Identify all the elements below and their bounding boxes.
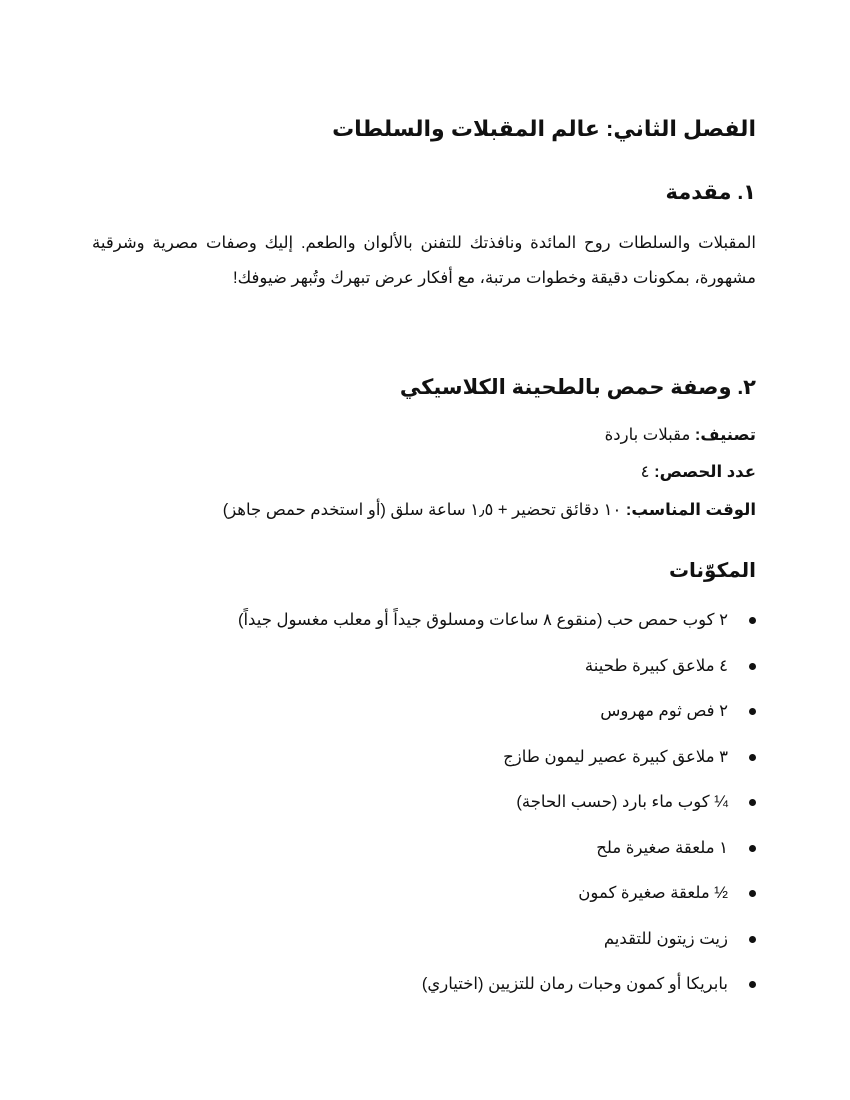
ingredient-text: ¼ كوب ماء بارد (حسب الحاجة): [516, 793, 728, 811]
recipe-category-label: تصنيف:: [694, 426, 756, 444]
ingredient-text: ٢ فص ثوم مهروس: [600, 702, 728, 720]
ingredient-item: [92, 969, 756, 1015]
bullet-icon: [749, 754, 756, 761]
ingredient-text: ½ ملعقة صغيرة كمون: [578, 884, 728, 902]
ingredient-text: ٣ ملاعق كبيرة عصير ليمون طازج: [503, 747, 728, 766]
recipe-heading: ٢. وصفة حمص بالطحينة الكلاسيكي: [399, 376, 756, 399]
bullet-icon: [749, 845, 756, 852]
bullet-icon: [749, 617, 756, 624]
bullet-icon: [749, 708, 756, 715]
recipe-servings-label: عدد الحصص:: [654, 463, 756, 481]
recipe-servings: [641, 462, 756, 482]
ingredient-item: [92, 878, 756, 924]
recipe-category-value: مقبلات باردة: [604, 426, 695, 444]
ingredient-item: [92, 651, 756, 697]
recipe-category: [605, 425, 756, 445]
ingredient-item: [92, 696, 756, 742]
bullet-icon: [749, 799, 756, 806]
bullet-icon: [749, 663, 756, 670]
ingredient-text: ٤ ملاعق كبيرة طحينة: [584, 656, 728, 675]
recipe-time: [223, 500, 756, 520]
ingredient-text: ١ ملعقة صغيرة ملح: [596, 838, 728, 857]
chapter-title: الفصل الثاني: عالم المقبلات والسلطات: [332, 116, 756, 141]
ingredient-text: زيت زيتون للتقديم: [603, 929, 728, 948]
bullet-icon: [749, 890, 756, 897]
ingredient-item: [92, 833, 756, 879]
ingredients-heading: المكوّنات: [668, 560, 756, 582]
ingredient-text: بابريكا أو كمون وحبات رمان للتزيين (اختياري): [421, 975, 728, 993]
recipe-time-value: ١٠ دقائق تحضير + ١٫٥ ساعة سلق (أو استخدم حمص جاهز): [222, 501, 626, 519]
ingredient-item: [92, 924, 756, 970]
recipe-time-label: الوقت المناسب:: [625, 501, 756, 519]
recipe-servings-value: ٤: [640, 463, 655, 481]
ingredient-item: [92, 742, 756, 788]
ingredient-item: [92, 787, 756, 833]
ingredients-list: [92, 605, 756, 1015]
intro-paragraph: المقبلات والسلطات روح المائدة ونافذتك للتفنن بالألوان والطعم. إليك وصفات مصرية وشرقية مشهورة، بمكونات دقيقة وخطوات مرتبة، مع أفكار عرض تبهرك وتُبهر ضيوفك!: [92, 234, 756, 287]
intro-heading: ١. مقدمة: [665, 181, 756, 204]
bullet-icon: [749, 981, 756, 988]
ingredient-item: [92, 605, 756, 651]
bullet-icon: [749, 936, 756, 943]
ingredient-text: ٢ كوب حمص حب (منقوع ٨ ساعات ومسلوق جيداً أو معلب مغسول جيداً): [237, 611, 728, 629]
